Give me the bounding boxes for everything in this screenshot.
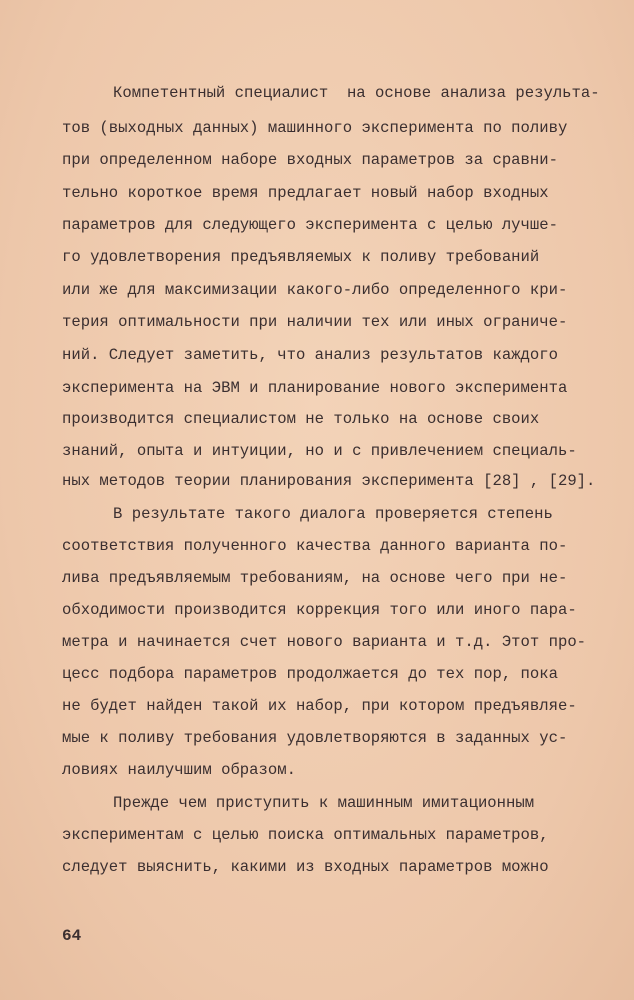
text-line: цесс подбора параметров продолжается до тех пор, пока bbox=[62, 665, 558, 683]
text-line: экспериментам с целью поиска оптимальных параметров, bbox=[62, 826, 549, 844]
text-line: обходимости производится коррекция того или иного пара- bbox=[62, 601, 577, 619]
page-number: 64 bbox=[62, 927, 82, 945]
text-line: параметров для следующего эксперимента с целью лучше- bbox=[62, 216, 558, 234]
text-line: тельно короткое время предлагает новый набор входных bbox=[62, 184, 549, 202]
text-line: ных методов теории планирования эксперимента [28] , [29]. bbox=[62, 472, 596, 490]
text-line: метра и начинается счет нового варианта и т.д. Этот про- bbox=[62, 633, 587, 651]
text-line: соответствия полученного качества данного варианта по- bbox=[62, 537, 568, 555]
text-line: мые к поливу требования удовлетворяются в заданных ус- bbox=[62, 729, 568, 747]
text-line: Компетентный специалист на основе анализа результа- bbox=[113, 84, 600, 102]
text-line: го удовлетворения предъявляемых к поливу требований bbox=[62, 248, 540, 266]
text-line: ний. Следует заметить, что анализ результатов каждого bbox=[62, 346, 558, 364]
text-line: знаний, опыта и интуиции, но и с привлечением специаль- bbox=[62, 442, 577, 460]
text-line: В результате такого диалога проверяется степень bbox=[113, 505, 553, 523]
text-line: тов (выходных данных) машинного эксперимента по поливу bbox=[62, 119, 568, 137]
text-line: при определенном наборе входных параметров за сравни- bbox=[62, 151, 558, 169]
text-line: ловиях наилучшим образом. bbox=[62, 761, 296, 779]
text-line: Прежде чем приступить к машинным имитационным bbox=[113, 794, 535, 812]
text-line: не будет найден такой их набор, при котором предъявляе- bbox=[62, 697, 577, 715]
text-line: или же для максимизации какого-либо определенного кри- bbox=[62, 281, 568, 299]
text-line: лива предъявляемым требованиям, на основе чего при не- bbox=[62, 569, 568, 587]
text-line: терия оптимальности при наличии тех или иных ограниче- bbox=[62, 313, 568, 331]
text-line: эксперимента на ЭВМ и планирование нового эксперимента bbox=[62, 379, 568, 397]
text-line: следует выяснить, какими из входных параметров можно bbox=[62, 858, 549, 876]
text-line: производится специалистом не только на основе своих bbox=[62, 410, 540, 428]
